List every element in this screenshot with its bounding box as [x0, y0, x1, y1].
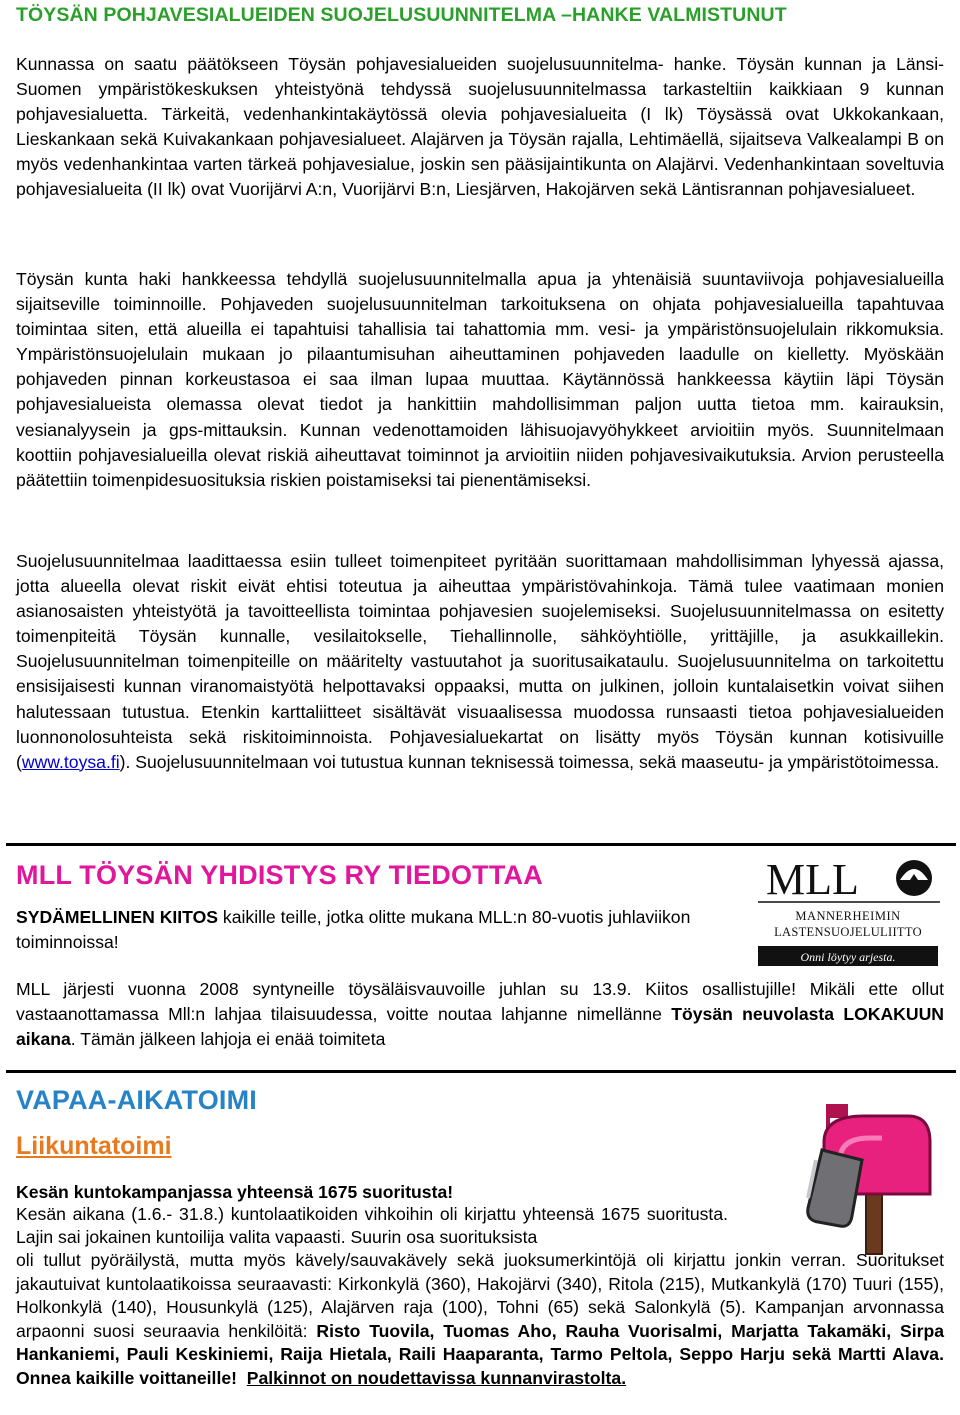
mailbox-post	[866, 1188, 882, 1254]
mll-logo-slogan: Onni löytyy arjesta.	[800, 950, 896, 964]
mll-logo-name-1: MANNERHEIMIN	[795, 909, 901, 923]
campaign-details-text: oli tullut pyöräilystä, mutta myös kävely/sauvakävely sekä juoksumerkintöjä oli kirjattu jonkin verran. Suoritukset jakautuivat kuntolaatikoissa seuraavasti: Kirkonkylä (360), Hakojärvi (340), Ritola (215), Mutkankylä (170) Tuuri (155), Holkonkylä (140), Housunkylä (125), Alajärven raja (100), Tohni (65) sekä Salonkylä (5). Kampanjan arvonnassa arpaonni suosi seuraavia henkilöitä:	[16, 1250, 944, 1341]
article-title: TÖYSÄN POHJAVESIALUEIDEN SUOJELUSUUNNITELMA –HANKE VALMISTUNUT	[16, 4, 787, 26]
article-paragraph-1: Kunnassa on saatu päätökseen Töysän pohjavesialueiden suojelusuunnitelma- hanke. Töysän kunnan ja Länsi-Suomen ympäristökeskuksen yhteistyönä tehdyssä suojelusuunnitelmassa tarkasteltiin kaikkiaan 9 kunnan pohjavesialuetta. Tärkeitä, vedenhankintakäytössä olevia pohjavesialueita (I lk) Töysässä ovat Ukkokankaan, Lieskankaan sekä Kuivakankaan pohjavesialueet. Alajärven ja Töysän rajalla, Lehtimäellä, sijaitseva Valkealampi B on myös vedenhankintaa varten tärkeä pohjavesialue, joskin sen pääsijaintikunta on Alajärvi. Vedenhankintaan soveltuvia pohjavesialueita (II lk) ovat Vuorijärvi A:n, Vuorijärvi B:n, Liesjärven, Hakojärven sekä Läntisrannan pohjavesialueet.	[16, 54, 944, 200]
mll-body-text-end: . Tämän jälkeen lahjoja ei enää toimiteta	[70, 1029, 386, 1050]
mll-body-text: MLL järjesti vuonna 2008 syntyneille töysäläisvauvoille juhlan su 13.9. Kiitos osallistujille! Mikäli ette ollut vastaanottamassa Mll:n lahjaa tilaisuudessa, voitte noutaa lahjanne nimellänne	[16, 979, 944, 1025]
mll-section-title: MLL TÖYSÄN YHDISTYS RY TIEDOTTAA	[16, 860, 543, 890]
mll-logo	[748, 850, 948, 970]
campaign-gap	[237, 1368, 247, 1388]
campaign-closing: Palkinnot on noudettavissa kunnanvirastolta.	[246, 1367, 627, 1388]
article-paragraph-2: Töysän kunta haki hankkeessa tehdyllä suojelusuunnitelmalla apua ja yhtenäisiä suuntaviivoja pohjavesialueilla sijaitseville toiminnoille. Pohjaveden suojelusuunnitelman tarkoituksena on ohjata pohjavesialueilla tapahtuvaa toimintaa siten, että alueilla ei tapahtuisi tahallisia tai tahattomia mm. vesi- ja ympäristönsuojelulain rikkomuksia. Ympäristönsuojelulain mukaan jo pilaantumisuhan aiheuttaminen pohjaveden laadulle on kielletty. Myöskään pohjaveden pinnan korkeustasoa ei saa ilman lupaa muuttaa. Käytännössä hankkeessa käytiin läpi Töysän pohjavesialueista olemassa olevat tiedot ja hankittiin mahdollisimman paljon uutta tietoa mm. kairauksin, vesianalyysein ja gps-mittauksin. Kunnan vedenottamoiden lähisuojavyöhykkeet arvioitiin myös. Suunnitelmaan koottiin pohjavesialueilla olevat riskiä aiheuttavat toiminnot ja arvioitiin niiden pohjavesivaikutuksia. Arvion perusteella päätettiin toimenpidesuosituksia riskien poistamiseksi tai pienentämiseksi.	[16, 269, 944, 490]
mailbox-flag	[828, 1104, 848, 1118]
mll-logo-mark: MLL	[766, 855, 859, 904]
mll-thanks-text: kaikille teille, jotka olitte mukana MLL:n 80-vuotis juhlaviikon toiminnoissa!	[16, 907, 691, 952]
mll-thanks	[16, 905, 716, 955]
campaign-headline: Kesän kuntokampanjassa yhteensä 1675 suoritusta!	[16, 1182, 454, 1202]
mll-body	[16, 977, 944, 1052]
vapaa-section-title: VAPAA-AIKATOIMI	[16, 1085, 257, 1115]
mll-body-bold: Töysän neuvolasta LOKAKUUN aikana	[16, 1004, 945, 1050]
article-paragraph-3	[16, 549, 944, 775]
mll-thanks-bold: SYDÄMELLINEN KIITOS	[16, 907, 219, 927]
paragraph-3-text: Suojelusuunnitelmaa laadittaessa esiin tulleet toimenpiteet pyritään suorittamaan mahdollisimman lyhyessä ajassa, jotta alueella olevat riskit eivät ehtisi toteutua ja aiheuttaa ympäristövahinkoja. Tämä tulee vaatimaan monien asianosaisten yhteistyötä ja tavoitteellista toimintaa pohjavesien suojelemiseksi. Suojelusuunnitelmassa on esitetty toimenpiteitä Töysän kunnalle, vesilaitokselle, Tiehallinnolle, sähköyhtiölle, yrittäjille, ja asukkaillekin. Suojelusuunnitelman toimenpiteille on määritelty vastuutahot ja suoritusaikataulu. Suojelusuunnitelma on tarkoitettu ensisijaisesti kunnan viranomaistyötä helpottavaksi oppaaksi, mutta on julkinen, jolloin kuntalaisetkin voivat siihen halutessaan tutustua. Etenkin karttaliitteet sisältävät visuaalisessa muodossa runsaasti tietoa pohjavesialueiden luonnonolosuhteista sekä riskitoiminnoista. Pohjavesialuekartat on lisätty myös Töysän kunnan kotisivuille (	[16, 551, 944, 772]
campaign-details	[16, 1249, 944, 1391]
mailbox-illustration	[800, 1100, 940, 1255]
section-divider	[6, 843, 956, 846]
liikuntatoimi-subtitle: Liikuntatoimi	[16, 1132, 172, 1160]
campaign-winners: Risto Tuovila, Tuomas Aho, Rauha Vuorisalmi, Marjatta Takamäki, Sirpa Hankaniemi, Pauli Keskiniemi, Raija Hietala, Raili Haaparanta, Tarmo Peltola, Seppo Harju sekä Martti Alava. Onnea kaikille voittaneille!	[16, 1320, 944, 1388]
mll-logo-name-2: LASTENSUOJELULIITTO	[774, 925, 922, 939]
paragraph-3-text-end: ). Suojelusuunnitelmaan voi tutustua kunnan teknisessä toimessa, sekä maaseutu- ja ympäristötoimessa.	[119, 751, 940, 772]
section-divider-2	[6, 1070, 956, 1073]
toysa-website-link[interactable]: www.toysa.fi	[21, 751, 120, 772]
campaign-lead: Kesän aikana (1.6.- 31.8.) kuntolaatikoiden vihkoihin oli kirjattu yhteensä 1675 suoritusta. Lajin sai jokainen kuntoilija valita vapaasti. Suurin osa suorituksista	[16, 1204, 728, 1247]
